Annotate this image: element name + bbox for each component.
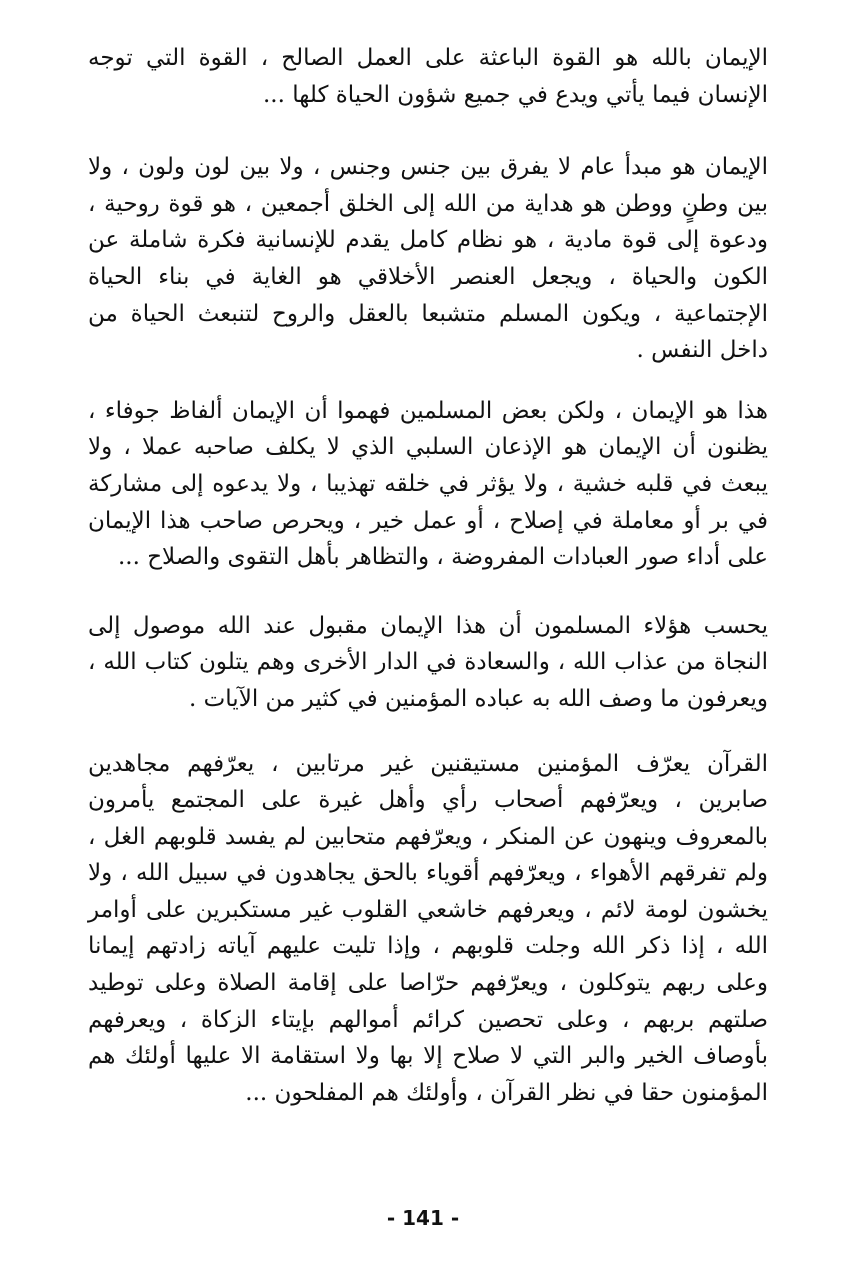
- paragraph-4: يحسب هؤلاء المسلمون أن هذا الإيمان مقبول عند الله موصول إلى النجاة من عذاب الله ، والسعادة في الدار الأخرى وهم يتلون كتاب الله ، ويعرفون ما وصف الله به عباده المؤمنين في كثير من الآيات .: [88, 612, 768, 712]
- paragraph-5: القرآن يعرّف المؤمنين مستيقنين غير مرتابين ، يعرّفهم مجاهدين صابرين ، ويعرّفهم أصحاب رأي وأهل غيرة على المجتمع يأمرون بالمعروف وينهون عن المنكر ، ويعرّفهم متحابين لم يفسد قلوبهم الغل ، ولم تفرقهم الأهواء ، ويعرّفهم أقوياء بالحق يجاهدون في سبيل الله ، ولا يخشون لومة لائم ، ويعرفهم خاشعي القلوب غير مستكبرين على أوامر الله ، إذا ذكر الله وجلت قلوبهم ، وإذا تليت عليهم آياته زادتهم إيمانا وعلى ربهم يتوكلون ، ويعرّفهم حرّاصا على إقامة الصلاة وعلى توطيد صلتهم بربهم ، وعلى تحصين كرائم أموالهم بإيتاء الزكاة ، ويعرفهم بأوصاف الخير والبر التي لا صلاح إلا بها ولا استقامة الا عليها أولئك هم المؤمنون حقا في نظر القرآن ، وأولئك هم المفلحون ...: [88, 750, 768, 1106]
- page-number: - 141 -: [386, 1206, 460, 1230]
- paragraph-3: هذا هو الإيمان ، ولكن بعض المسلمين فهموا أن الإيمان ألفاظ جوفاء ، يظنون أن الإيمان هو الإذعان السلبي الذي لا يكلف صاحبه عملا ، ولا يبعث في قلبه خشية ، ولا يؤثر في خلقه تهذيبا ، ولا يدعوه إلى مشاركة في بر أو معاملة في إصلاح ، أو عمل خير ، ويحرص صاحب هذا الإيمان على أداء صور العبادات المفروضة ، والتظاهر بأهل التقوى والصلاح ...: [88, 397, 768, 571]
- page-body: [88, 40, 768, 1111]
- paragraph-2: الإيمان هو مبدأ عام لا يفرق بين جنس وجنس ، ولا بين لون ولون ، ولا بين وطنٍ ووطن هو هداية من الله إلى الخلق أجمعين ، هو قوة روحية ، ودعوة إلى قوة مادية ، هو نظام كامل يقدم للإنسانية فكرة شاملة عن الكون والحياة ، ويجعل العنصر الأخلاقي هو الغاية في بناء الحياة الإجتماعية ، ويكون المسلم متشبعا بالعقل والروح لتنبعث الحياة من داخل النفس .: [88, 154, 768, 364]
- paragraph-1: الإيمان بالله هو القوة الباعثة على العمل الصالح ، القوة التي توجه الإنسان فيما يأتي ويدع في جميع شؤون الحياة كلها ...: [88, 45, 768, 108]
